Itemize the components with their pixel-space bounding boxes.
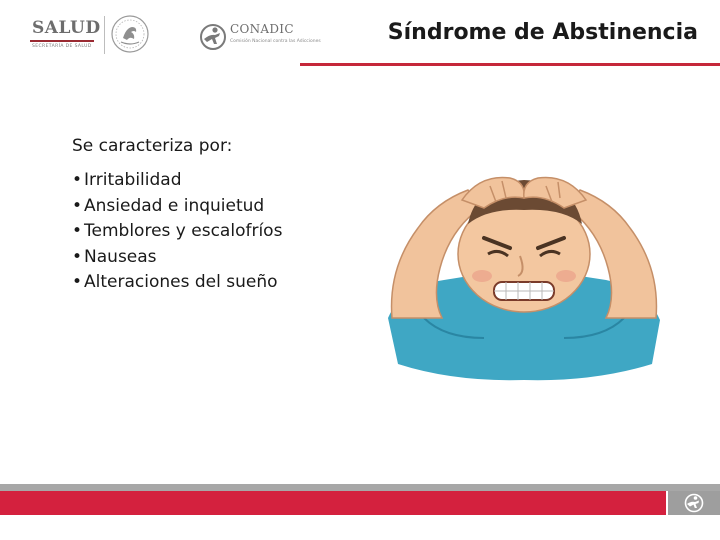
symptom-label: Alteraciones del sueño (84, 272, 278, 292)
symptom-label: Ansiedad e inquietud (84, 195, 265, 216)
list-item (72, 245, 282, 271)
bullet-icon: • (72, 221, 83, 241)
list-item (72, 270, 282, 296)
logo-divider (104, 16, 105, 54)
bullet-icon: • (72, 170, 83, 190)
bullet-icon: • (72, 246, 83, 267)
symptom-label: Temblores y escalofríos (84, 221, 283, 241)
footer-badge (668, 491, 720, 515)
conadic-logo-text: CONADIC (230, 22, 294, 36)
intro-text: Se caracteriza por: (72, 136, 233, 156)
bullet-icon: • (72, 272, 83, 292)
list-item (72, 168, 282, 194)
stressed-person-illustration (384, 168, 664, 384)
footer-gray-band (0, 484, 720, 491)
salud-logo-rule (30, 40, 94, 42)
salud-logo (26, 18, 101, 56)
conadic-logo-icon (198, 22, 228, 52)
salud-logo-text: SALUD (32, 18, 101, 38)
conadic-logo (198, 20, 321, 54)
symptom-label: Irritabilidad (84, 170, 182, 190)
symptom-list (72, 168, 282, 296)
mexico-coat-of-arms-icon (110, 14, 150, 54)
conadic-badge-icon (682, 493, 706, 513)
bullet-icon: • (72, 195, 83, 216)
list-item (72, 219, 282, 245)
page-title: Síndrome de Abstinencia (387, 20, 698, 45)
salud-logo-subtitle: SECRETARÍA DE SALUD (32, 44, 92, 49)
list-item (72, 194, 282, 220)
title-underline (300, 63, 720, 66)
symptom-label: Nauseas (84, 246, 157, 267)
conadic-logo-subtitle: Comisión Nacional contra las Adicciones (230, 39, 321, 44)
footer-red-band (0, 491, 666, 515)
